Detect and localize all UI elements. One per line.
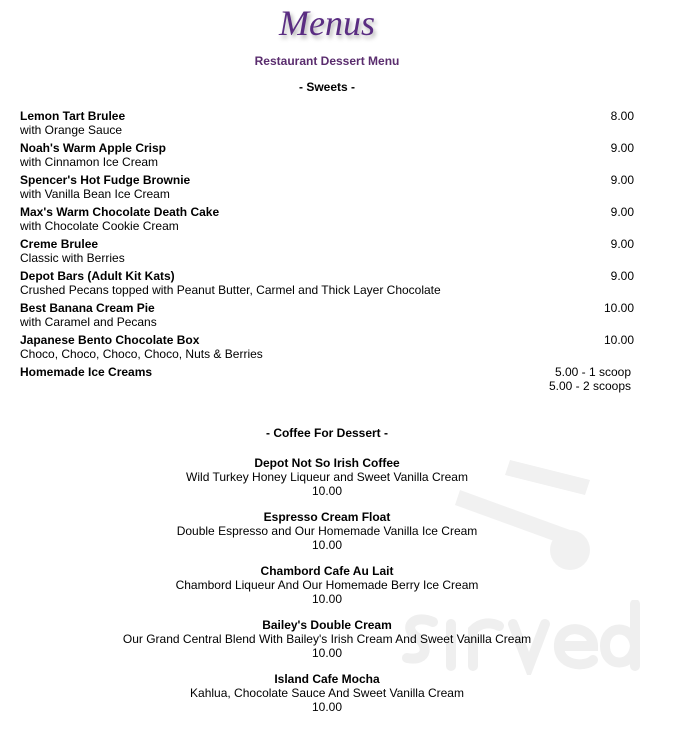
item-price [611, 205, 634, 219]
item-name: Creme Brulee [20, 237, 99, 251]
menu-item [20, 173, 634, 205]
price-line: 9.00 [610, 237, 634, 251]
coffee-item [0, 510, 654, 564]
item-price: 10.00 [311, 646, 343, 660]
price-line: 9.00 [610, 269, 634, 283]
item-description: with Caramel and Pecans [20, 315, 157, 329]
item-price [549, 365, 631, 393]
menu-item [20, 301, 634, 333]
menu-item [20, 333, 634, 365]
item-description: with Chocolate Cookie Cream [20, 219, 179, 233]
item-price [611, 173, 634, 187]
menu-item [20, 237, 634, 269]
coffee-item [0, 618, 654, 672]
item-price [604, 333, 634, 347]
item-name: Island Cafe Mocha [274, 672, 380, 686]
menu-item [20, 109, 634, 141]
item-price: 10.00 [311, 592, 343, 606]
item-description: with Orange Sauce [20, 123, 123, 137]
item-price [611, 269, 634, 283]
item-name: Homemade Ice Creams [20, 365, 153, 379]
item-description: Crushed Pecans topped with Peanut Butter, Carmel and Thick Layer Chocolate [20, 283, 441, 297]
item-description: Double Espresso and Our Homemade Vanilla Ice Cream [176, 524, 478, 538]
item-name: Lemon Tart Brulee [20, 109, 126, 123]
price-line: 10.00 [603, 333, 634, 347]
price-line: 8.00 [610, 109, 634, 123]
item-description: with Vanilla Bean Ice Cream [20, 187, 170, 201]
item-name: Noah's Warm Apple Crisp [20, 141, 166, 155]
price-line: 9.00 [610, 173, 634, 187]
coffee-list [0, 456, 654, 726]
item-price: 10.00 [311, 484, 343, 498]
menus-logo: Menus [279, 3, 375, 43]
section-title-coffee: - Coffee For Dessert - [265, 426, 389, 440]
item-name: Japanese Bento Chocolate Box [20, 333, 200, 347]
item-price: 10.00 [311, 538, 343, 552]
sweets-list [20, 109, 634, 397]
section-title-sweets: - Sweets - [298, 80, 355, 94]
item-price [604, 301, 634, 315]
menu-item [20, 269, 634, 301]
coffee-item [0, 564, 654, 618]
item-name: Max's Warm Chocolate Death Cake [20, 205, 220, 219]
coffee-item [0, 672, 654, 726]
price-line: 5.00 - 1 scoop [554, 365, 631, 379]
menu-subtitle: Restaurant Dessert Menu [254, 54, 400, 68]
menu-item [20, 365, 634, 397]
item-name: Espresso Cream Float [263, 510, 391, 524]
item-description: Classic with Berries [20, 251, 125, 265]
item-name: Spencer's Hot Fudge Brownie [20, 173, 191, 187]
price-line: 10.00 [603, 301, 634, 315]
price-line: 5.00 - 2 scoops [548, 379, 631, 393]
item-price: 10.00 [311, 700, 343, 714]
item-name: Depot Not So Irish Coffee [254, 456, 400, 470]
item-name: Best Banana Cream Pie [20, 301, 155, 315]
item-name: Chambord Cafe Au Lait [260, 564, 394, 578]
price-line: 9.00 [610, 141, 634, 155]
item-description: Kahlua, Chocolate Sauce And Sweet Vanilla Cream [190, 686, 464, 700]
item-description: Our Grand Central Blend With Bailey's Irish Cream And Sweet Vanilla Cream [122, 632, 532, 646]
price-line: 9.00 [610, 205, 634, 219]
item-description: Wild Turkey Honey Liqueur and Sweet Vanilla Cream [186, 470, 468, 484]
item-description: with Cinnamon Ice Cream [20, 155, 159, 169]
item-description: Chambord Liqueur And Our Homemade Berry Ice Cream [175, 578, 479, 592]
item-price [611, 237, 634, 251]
item-description: Choco, Choco, Choco, Choco, Nuts & Berries [20, 347, 263, 361]
item-price [611, 141, 634, 155]
item-name: Depot Bars (Adult Kit Kats) [20, 269, 175, 283]
item-price [611, 109, 634, 123]
menu-item [20, 205, 634, 237]
item-name: Bailey's Double Cream [262, 618, 392, 632]
coffee-item [0, 456, 654, 510]
menu-item [20, 141, 634, 173]
